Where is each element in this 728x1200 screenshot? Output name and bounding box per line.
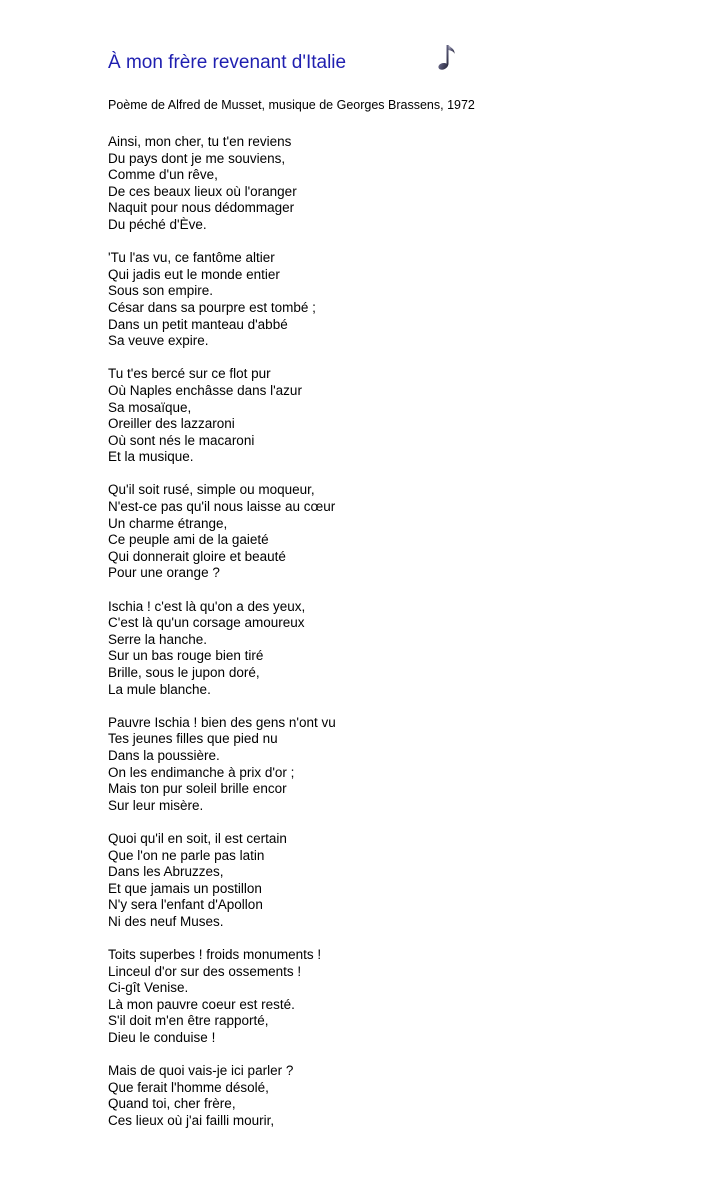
- poem-line: Dans un petit manteau d'abbé: [108, 316, 288, 332]
- poem-line: Toits superbes ! froids monuments !: [108, 947, 322, 963]
- poem-line: 'Tu l'as vu, ce fantôme altier: [108, 250, 275, 266]
- poem-line: N'y sera l'enfant d'Apollon: [108, 897, 263, 913]
- poem-line: C'est là qu'un corsage amoureux: [108, 615, 305, 631]
- poem-line: César dans sa pourpre est tombé ;: [108, 299, 316, 315]
- poem-line: Naquit pour nous dédommager: [108, 200, 295, 216]
- stanza: [108, 715, 668, 815]
- document-title: À mon frère revenant d'Italie: [108, 52, 347, 73]
- poem-body: [108, 134, 668, 1146]
- poem-line: De ces beaux lieux où l'oranger: [108, 183, 297, 199]
- stanza: [108, 134, 668, 234]
- poem-line: On les endimanche à prix d'or ;: [108, 764, 295, 780]
- poem-line: Sur un bas rouge bien tiré: [108, 648, 264, 664]
- poem-line: Brille, sous le jupon doré,: [108, 665, 260, 680]
- poem-line: S'il doit m'en être rapporté,: [108, 1013, 269, 1029]
- poem-line: Linceul d'or sur des ossements !: [108, 963, 302, 979]
- poem-line: Quoi qu'il en soit, il est certain: [108, 830, 287, 846]
- poem-line: Dieu le conduise !: [108, 1030, 216, 1046]
- poem-line: Qu'il soit rusé, simple ou moqueur,: [108, 482, 315, 498]
- poem-line: Sa mosaïque,: [108, 399, 192, 415]
- poem-line: Pauvre Ischia ! bien des gens n'ont vu: [108, 714, 336, 730]
- stanza: [108, 599, 668, 699]
- poem-line: Tes jeunes filles que pied nu: [108, 731, 278, 747]
- poem-line: Sous son empire.: [108, 283, 214, 299]
- poem-line: Que l'on ne parle pas latin: [108, 847, 265, 863]
- poem-line: Ni des neuf Muses.: [108, 913, 224, 929]
- poem-line: Ces lieux où j'ai failli mourir,: [108, 1113, 275, 1129]
- poem-line: Qui jadis eut le monde entier: [108, 266, 280, 282]
- stanza: [108, 1063, 668, 1129]
- poem-line: Serre la hanche.: [108, 631, 208, 647]
- poem-line: Où sont nés le macaroni: [108, 432, 255, 448]
- poem-line: Où Naples enchâsse dans l'azur: [108, 382, 302, 398]
- poem-line: Un charme étrange,: [108, 515, 228, 531]
- poem-line: Comme d'un rêve,: [108, 167, 218, 183]
- poem-line: Quand toi, cher frère,: [108, 1096, 236, 1112]
- stanza: [108, 947, 668, 1047]
- poem-line: Et que jamais un postillon: [108, 880, 262, 896]
- poem-line: Du péché d'Ève.: [108, 216, 207, 232]
- stanza: [108, 831, 668, 931]
- poem-line: Tu t'es bercé sur ce flot pur: [108, 366, 271, 382]
- poem-line: Ci-gît Venise.: [108, 980, 189, 996]
- poem-line: Sa veuve expire.: [108, 333, 209, 349]
- poem-line: Là mon pauvre coeur est resté.: [108, 996, 295, 1012]
- poem-line: Ce peuple ami de la gaieté: [108, 532, 269, 548]
- document-subtitle: Poème de Alfred de Musset, musique de Georges Brassens, 1972: [108, 98, 475, 112]
- poem-line: N'est-ce pas qu'il nous laisse au cœur: [108, 499, 336, 515]
- poem-line: La mule blanche.: [108, 681, 211, 697]
- poem-line: Pour une orange ?: [108, 565, 220, 581]
- poem-line: Dans les Abruzzes,: [108, 864, 224, 880]
- poem-line: Sur leur misère.: [108, 797, 204, 813]
- music-note-icon: [432, 42, 460, 74]
- poem-line: Et la musique.: [108, 449, 194, 465]
- poem-line: Du pays dont je me souviens,: [108, 150, 286, 166]
- poem-line: Ischia ! c'est là qu'on a des yeux,: [108, 598, 306, 614]
- poem-line: Ainsi, mon cher, tu t'en reviens: [108, 134, 292, 149]
- stanza: [108, 250, 668, 350]
- poem-line: Dans la poussière.: [108, 747, 220, 763]
- poem-line: Que ferait l'homme désolé,: [108, 1079, 269, 1095]
- poem-line: Mais de quoi vais-je ici parler ?: [108, 1063, 294, 1079]
- stanza: [108, 482, 668, 582]
- poem-line: Mais ton pur soleil brille encor: [108, 781, 287, 797]
- poem-line: Oreiller des lazzaroni: [108, 416, 235, 432]
- stanza: [108, 366, 668, 466]
- poem-line: Qui donnerait gloire et beauté: [108, 548, 286, 564]
